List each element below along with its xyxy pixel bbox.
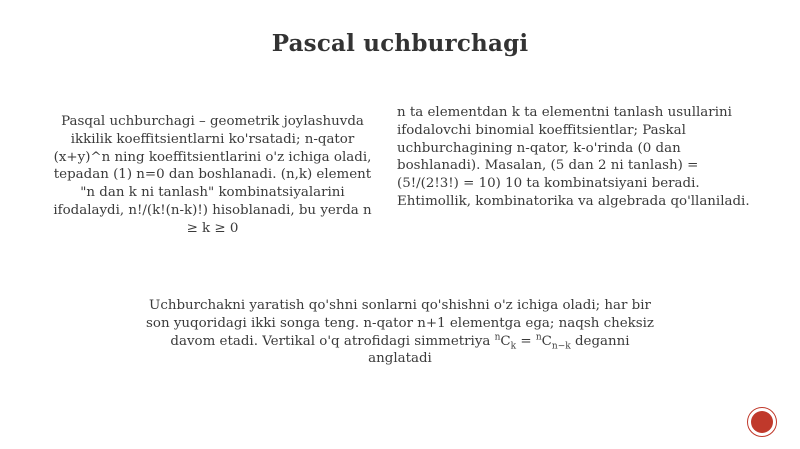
formula-sub-1: k — [510, 341, 517, 352]
bottom-paragraph — [140, 297, 660, 368]
formula-sub-2: n−k — [551, 341, 571, 352]
formula-eq: = — [516, 333, 536, 349]
bottom-paragraph-suffix: deganni anglatadi — [368, 333, 630, 367]
next-slide-circle-icon — [751, 411, 773, 433]
formula-c-2: C — [541, 333, 552, 349]
formula-c-1: C — [500, 333, 511, 349]
bottom-paragraph-text: Uchburchakni yaratish qo'shni sonlarni qo'shishni o'z ichiga oladi; har bir son yuqoridagi ikki songa teng. n-qator n+1 elementga ega; naqsh cheksiz davom etadi. Vertikal o'q atrofidagi simmetriya — [146, 298, 654, 349]
slide-title: Pascal uchburchagi — [271, 30, 529, 57]
symmetry-formula — [494, 332, 571, 352]
formula-sup-1: n — [494, 332, 501, 343]
right-paragraph: n ta elementdan k ta elementni tanlash usullarini ifodalovchi binomial koeffitsientlar; Paskal uchburchagining n-qator, k-o'rinda (0 dan boshlanadi). Masalan, (5 dan 2 ni tanlash) = (5!/(2!3!) = 10) 10 ta kombinatsiyani beradi. Ehtimollik, kombinatorika va algebrada qo'llaniladi. — [397, 105, 750, 209]
formula-sup-2: n — [535, 332, 542, 343]
left-paragraph: Pasqal uchburchagi – geometrik joylashuvda ikkilik koeffitsientlarni ko'rsatadi; n-qator (x+y)^n ning koeffitsientlarini o'z ichiga oladi, tepadan (1) n=0 dan boshlanadi. (n,k) element "n dan k ni tanlash" kombinatsiyalarini ifodalaydi, n!/(k!(n-k)!) hisoblanadi, bu yerda n ≥ k ≥ 0 — [53, 114, 372, 236]
next-slide-button[interactable] — [747, 407, 777, 437]
